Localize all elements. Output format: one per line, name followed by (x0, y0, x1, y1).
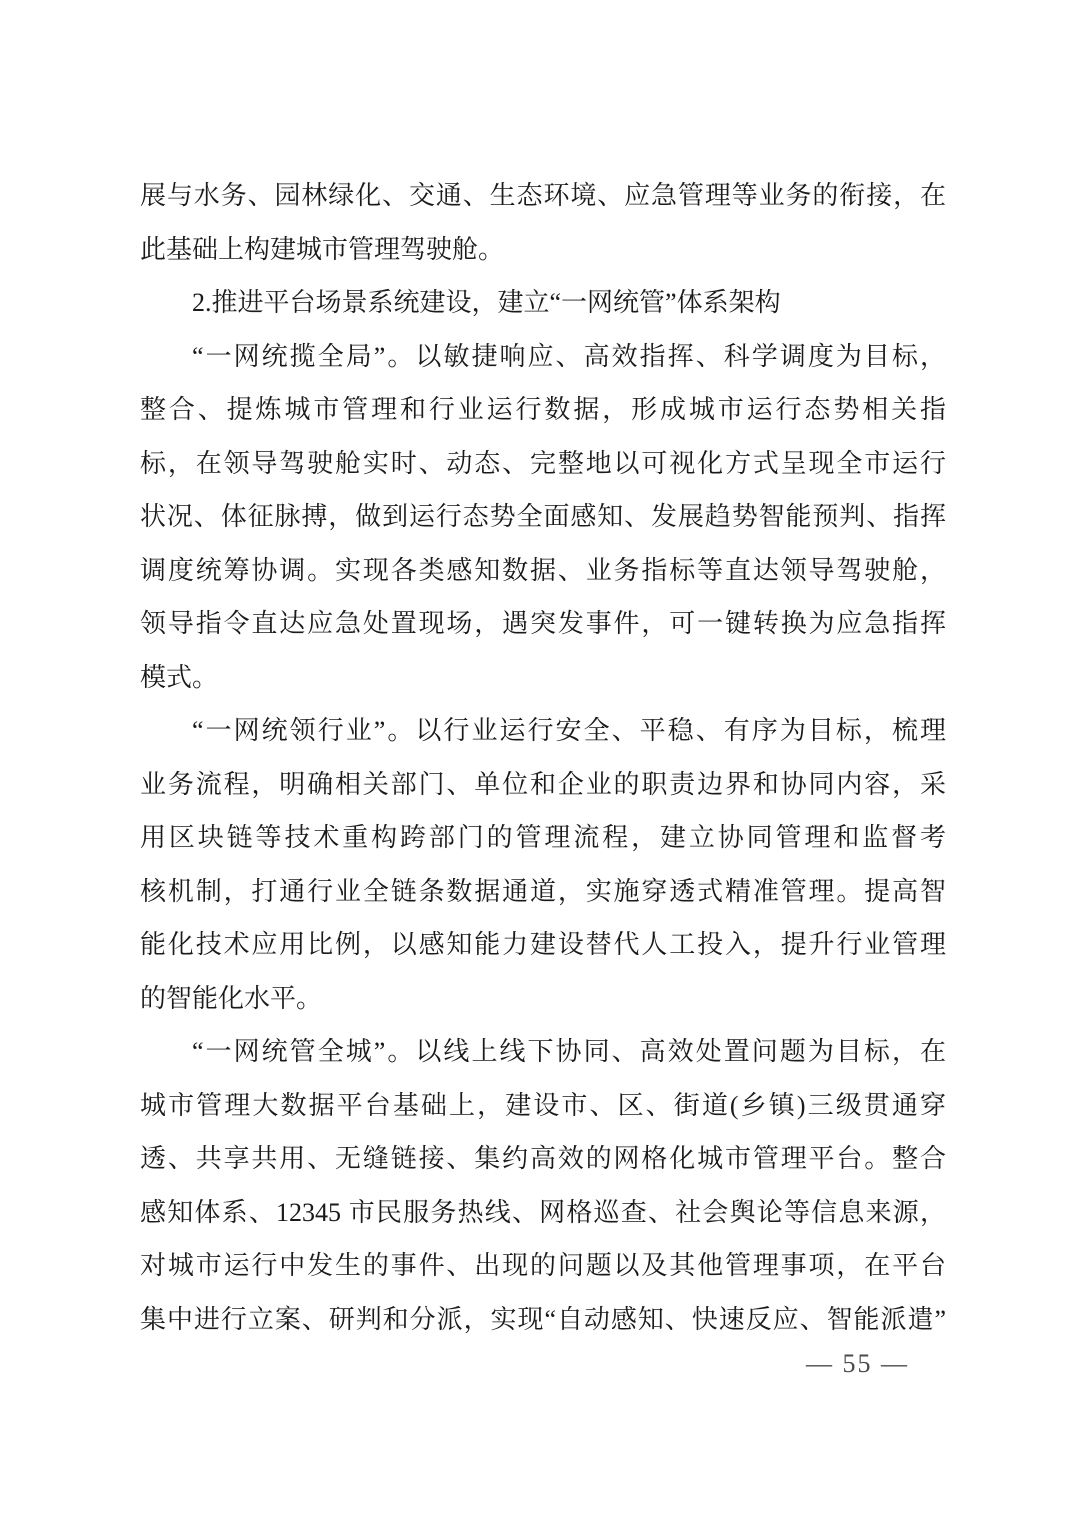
text-line: 业务流程，明确相关部门、单位和企业的职责边界和协同内容，采 (140, 769, 946, 799)
document-body (140, 169, 946, 1346)
text-line: 整合、提炼城市管理和行业运行数据，形成城市运行态势相关指 (140, 395, 946, 424)
text-line: 状况、体征脉搏，做到运行态势全面感知、发展趋势智能预判、指挥 (140, 502, 946, 531)
text-line: 模式。 (140, 662, 219, 692)
text-line: 核机制，打通行业全链条数据通道，实施穿透式精准管理。提高智 (140, 876, 946, 906)
page-number: — 55 — (806, 1349, 909, 1378)
text-line: 标，在领导驾驶舱实时、动态、完整地以可视化方式呈现全市运行 (140, 448, 946, 478)
text-line: “一网统管全城”。以线上线下协同、高效处置问题为目标，在 (192, 1037, 946, 1066)
text-line: 透、共享共用、无缝链接、集约高效的网格化城市管理平台。整合 (140, 1144, 946, 1173)
text-line: 城市管理大数据平台基础上，建设市、区、街道(乡镇)三级贯通穿 (140, 1090, 946, 1120)
text-line: 调度统筹协调。实现各类感知数据、业务指标等直达领导驾驶舱， (140, 555, 946, 585)
section-heading: 2.推进平台场景系统建设，建立“一网统管”体系架构 (192, 288, 781, 317)
text-line: 的智能化水平。 (140, 983, 323, 1013)
text-line: 此基础上构建城市管理驾驶舱。 (140, 234, 505, 264)
text-line: 展与水务、园林绿化、交通、生态环境、应急管理等业务的衔接，在 (140, 181, 946, 210)
text-line: 对城市运行中发生的事件、出现的问题以及其他管理事项，在平台 (140, 1251, 946, 1280)
text-line: 用区块链等技术重构跨部门的管理流程，建立协同管理和监督考 (140, 823, 946, 852)
text-line: 领导指令直达应急处置现场，遇突发事件，可一键转换为应急指挥 (140, 609, 946, 638)
text-line: 能化技术应用比例，以感知能力建设替代人工投入，提升行业管理 (140, 930, 946, 959)
text-line: 感知体系、12345 市民服务热线、网格巡查、社会舆论等信息来源， (140, 1197, 946, 1227)
text-line: “一网统揽全局”。以敏捷响应、高效指挥、科学调度为目标， (192, 341, 946, 371)
text-line: 集中进行立案、研判和分派，实现“自动感知、快速反应、智能派遣” (140, 1304, 946, 1334)
text-line: “一网统领行业”。以行业运行安全、平稳、有序为目标，梳理 (192, 716, 946, 745)
